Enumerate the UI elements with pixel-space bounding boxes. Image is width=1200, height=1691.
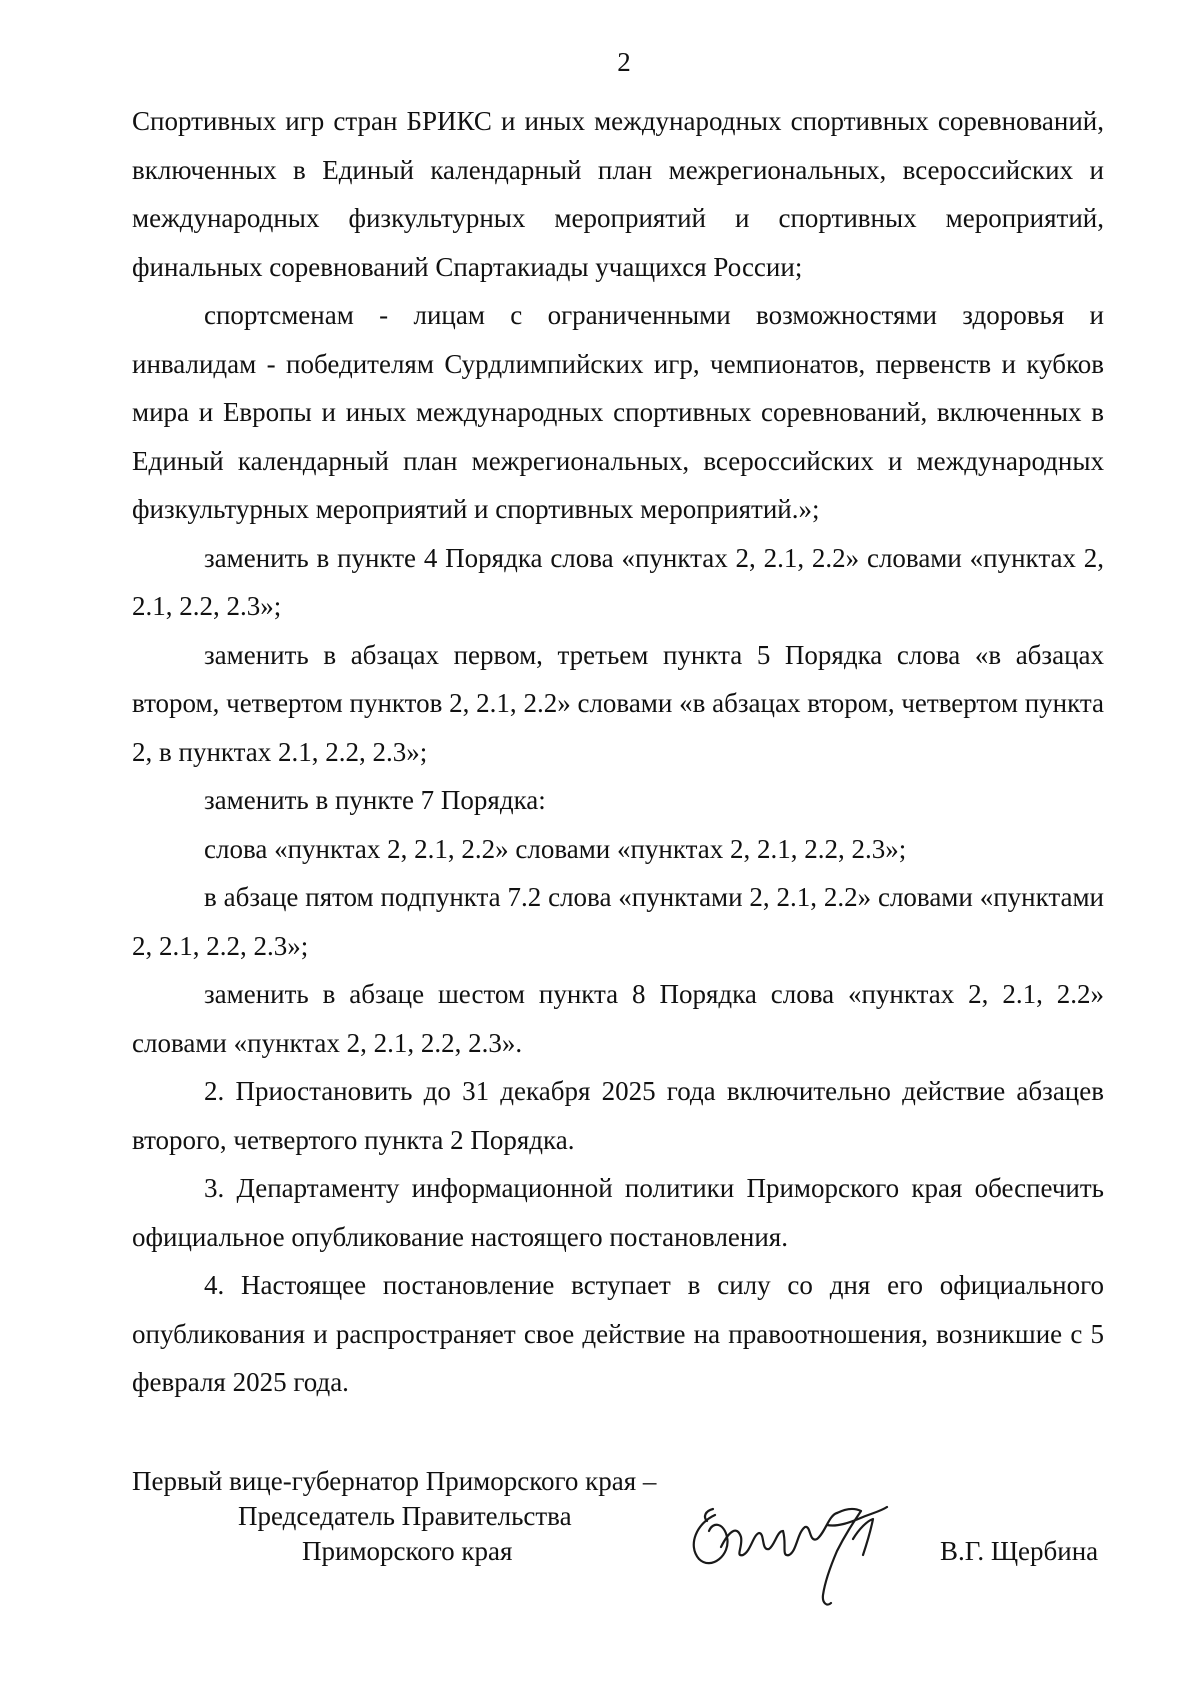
paragraph: 3. Департаменту информационной политики Приморского края обеспечить официальное опубликование настоящего постановления.: [132, 1173, 1104, 1252]
paragraph: заменить в абзацах первом, третьем пункта 5 Порядка слова «в абзацах втором, четвертом пунктов 2, 2.1, 2.2» словами «в абзацах втором, четвертом пункта 2, в пунктах 2.1, 2.2, 2.3»;: [132, 639, 1104, 767]
signatory-position-line-3: Приморского края: [302, 1536, 513, 1566]
document-body: [132, 97, 1104, 1407]
paragraph: заменить в абзаце шестом пункта 8 Порядка слова «пунктах 2, 2.1, 2.2» словами «пунктах 2, 2.1, 2.2, 2.3».: [132, 979, 1104, 1058]
paragraph: заменить в пункте 4 Порядка слова «пунктах 2, 2.1, 2.2» словами «пунктах 2, 2.1, 2.2, 2.3»;: [132, 542, 1104, 621]
signatory-name: В.Г. Щербина: [940, 1536, 1099, 1566]
paragraph: 2. Приостановить до 31 декабря 2025 года включительно действие абзацев второго, четвертого пункта 2 Порядка.: [132, 1076, 1104, 1155]
handwritten-signature: [677, 1485, 917, 1615]
paragraph: в абзаце пятом подпункта 7.2 слова «пунктами 2, 2.1, 2.2» словами «пунктами 2, 2.1, 2.2, 2.3»;: [132, 882, 1104, 961]
paragraph: заменить в пункте 7 Порядка:: [204, 785, 546, 815]
page-number: 2: [617, 47, 631, 77]
signature-block: [132, 1465, 1112, 1625]
paragraph: 4. Настоящее постановление вступает в силу со дня его официального опубликования и распространяет свое действие на правоотношения, возникшие с 5 февраля 2025 года.: [132, 1270, 1104, 1397]
paragraph: слова «пунктах 2, 2.1, 2.2» словами «пунктах 2, 2.1, 2.2, 2.3»;: [204, 833, 907, 864]
signatory-position-line-1: Первый вице-губернатор Приморского края –: [132, 1466, 657, 1496]
signatory-position-line-2: Председатель Правительства: [238, 1501, 572, 1531]
paragraph: Спортивных игр стран БРИКС и иных международных спортивных соревнований, включенных в Единый календарный план межрегиональных, всероссийских и международных физкультурных мероприятий и спортивных мероприятий, финальных соревнований Спартакиады учащихся России;: [132, 106, 1104, 282]
paragraph: спортсменам - лицам с ограниченными возможностями здоровья и инвалидам - победителям Сурдлимпийских игр, чемпионатов, первенств и кубков мира и Европы и иных международных спортивных соревнований, включенных в Единый календарный план межрегиональных, всероссийских и международных физкультурных мероприятий и спортивных мероприятий.»;: [132, 300, 1104, 524]
